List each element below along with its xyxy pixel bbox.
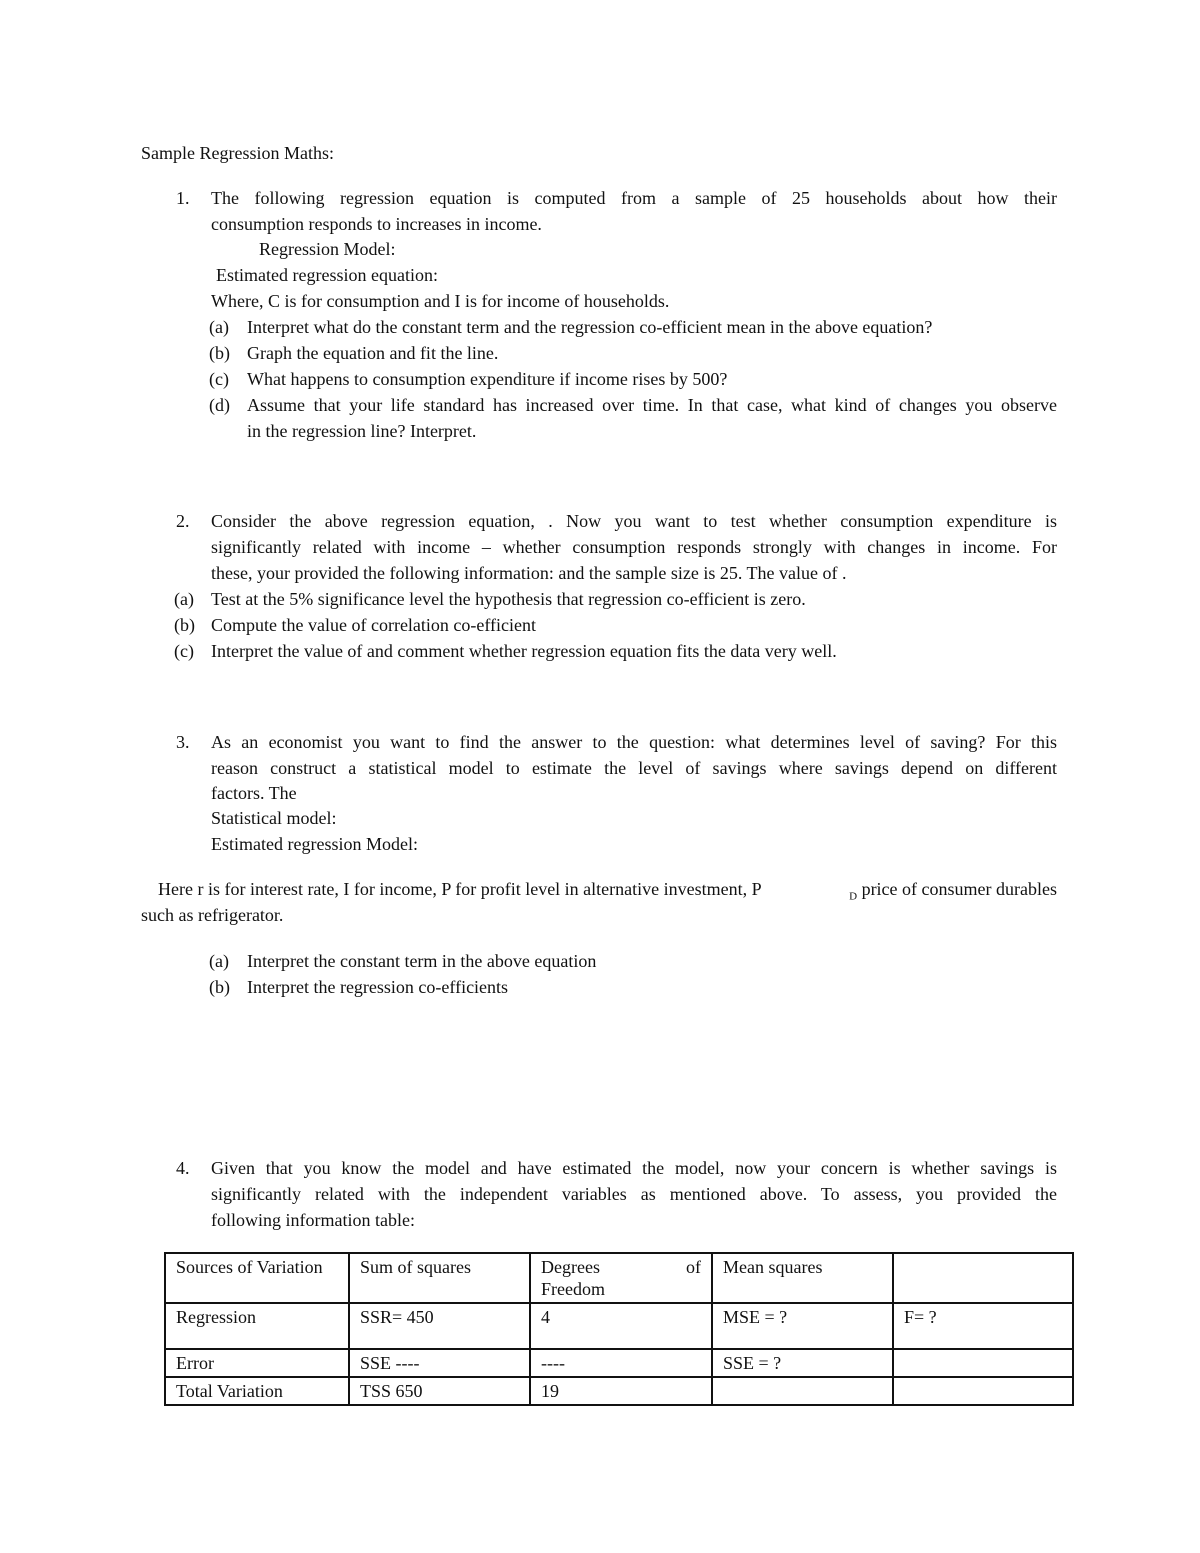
table-cell: MSE = ? — [712, 1303, 893, 1349]
variable-definition: Where, C is for consumption and I is for income of households. — [211, 291, 670, 311]
table-cell: 4 — [530, 1303, 712, 1349]
sub-item-label: (b) — [209, 977, 230, 997]
sub-item-text: Interpret the constant term in the above equation — [247, 951, 597, 971]
table-row — [165, 1349, 1073, 1377]
table-cell: Total Variation — [165, 1377, 349, 1405]
question-text-line: As an economist you want to find the answer to the question: what determines level of saving? For this — [211, 732, 1057, 752]
variable-definition-text-end — [849, 878, 1057, 908]
question-number: 1. — [176, 188, 190, 208]
sub-item-text: Compute the value of correlation co-efficient — [211, 615, 537, 635]
table-cell — [712, 1377, 893, 1405]
estimated-equation-label: Estimated regression equation: — [216, 265, 438, 285]
sub-item-text: Test at the 5% significance level the hypothesis that regression co-efficient is zero. — [211, 589, 806, 609]
question-text-line: following information table: — [211, 1210, 415, 1230]
header-cell-text: Freedom — [541, 1279, 605, 1299]
sub-item-text: What happens to consumption expenditure if income rises by 500? — [247, 369, 728, 389]
statistical-model-label: Statistical model: — [211, 808, 337, 828]
table-cell — [893, 1349, 1073, 1377]
header-cell: Mean squares — [712, 1253, 893, 1303]
header-cell-degrees-of-freedom — [530, 1253, 712, 1303]
variable-definition-continued: such as refrigerator. — [141, 905, 284, 925]
question-number: 3. — [176, 732, 190, 752]
sub-item-text: Interpret what do the constant term and the regression co-efficient mean in the above equation? — [247, 317, 933, 337]
table-header-row — [165, 1253, 1073, 1303]
sub-item-text-continued: in the regression line? Interpret. — [247, 421, 477, 441]
table-cell: ---- — [530, 1349, 712, 1377]
table-cell: SSR= 450 — [349, 1303, 530, 1349]
subscript-d: D — [849, 890, 858, 903]
question-text-line: these, your provided the following information: and the sample size is 25. The value of . — [211, 563, 847, 583]
header-cell: Sources of Variation — [165, 1253, 349, 1303]
question-text-line: The following regression equation is computed from a sample of 25 households about how their — [211, 188, 1057, 208]
table-cell: Error — [165, 1349, 349, 1377]
sub-item-text: Graph the equation and fit the line. — [247, 343, 499, 363]
sub-item-label: (d) — [209, 395, 230, 415]
regression-model-label: Regression Model: — [259, 239, 396, 259]
question-number: 4. — [176, 1158, 190, 1178]
question-text-line: Consider the above regression equation, . Now you want to test whether consumption expenditure is — [211, 511, 1057, 531]
estimated-model-label: Estimated regression Model: — [211, 834, 418, 854]
table-row — [165, 1377, 1073, 1405]
sub-item-label: (a) — [209, 951, 229, 971]
table-cell: Regression — [165, 1303, 349, 1349]
sub-item-label: (c) — [174, 641, 194, 661]
sub-item-text: Assume that your life standard has increased over time. In that case, what kind of changes you observe — [247, 395, 1057, 415]
question-text-line: consumption responds to increases in income. — [211, 214, 542, 234]
question-text-line: significantly related with the independent variables as mentioned above. To assess, you provided the — [211, 1184, 1057, 1204]
sub-item-label: (b) — [209, 343, 230, 363]
variable-definition-text-tail: price of consumer durables — [857, 879, 1057, 899]
sub-item-label: (b) — [174, 615, 195, 635]
sub-item-text: Interpret the value of and comment whether regression equation fits the data very well. — [211, 641, 837, 661]
table-row — [165, 1303, 1073, 1349]
table-cell: SSE = ? — [712, 1349, 893, 1377]
header-cell — [893, 1253, 1073, 1303]
header-cell: Sum of squares — [349, 1253, 530, 1303]
question-text-line: significantly related with income – whether consumption responds strongly with changes in income. For — [211, 537, 1057, 557]
sub-item-text: Interpret the regression co-efficients — [247, 977, 509, 997]
table-cell: F= ? — [893, 1303, 1073, 1349]
question-text-line: Given that you know the model and have estimated the model, now your concern is whether savings is — [211, 1158, 1057, 1178]
page-title: Sample Regression Maths: — [141, 143, 334, 163]
question-number: 2. — [176, 511, 190, 531]
sub-item-label: (c) — [209, 369, 229, 389]
anova-table — [164, 1252, 1074, 1406]
variable-definition — [158, 878, 1057, 908]
question-text-line: factors. The — [211, 783, 297, 803]
sub-item-label: (a) — [174, 589, 194, 609]
table-cell — [893, 1377, 1073, 1405]
table-cell: 19 — [530, 1377, 712, 1405]
sub-item-label: (a) — [209, 317, 229, 337]
table-cell: SSE ---- — [349, 1349, 530, 1377]
question-text-line: reason construct a statistical model to estimate the level of savings where savings depend on different — [211, 758, 1057, 778]
table-cell: TSS 650 — [349, 1377, 530, 1405]
header-cell-text: Degrees — [541, 1257, 600, 1277]
header-cell-text: of — [686, 1257, 701, 1277]
variable-definition-text: Here r is for interest rate, I for income, P for profit level in alternative investment, P — [158, 879, 762, 899]
